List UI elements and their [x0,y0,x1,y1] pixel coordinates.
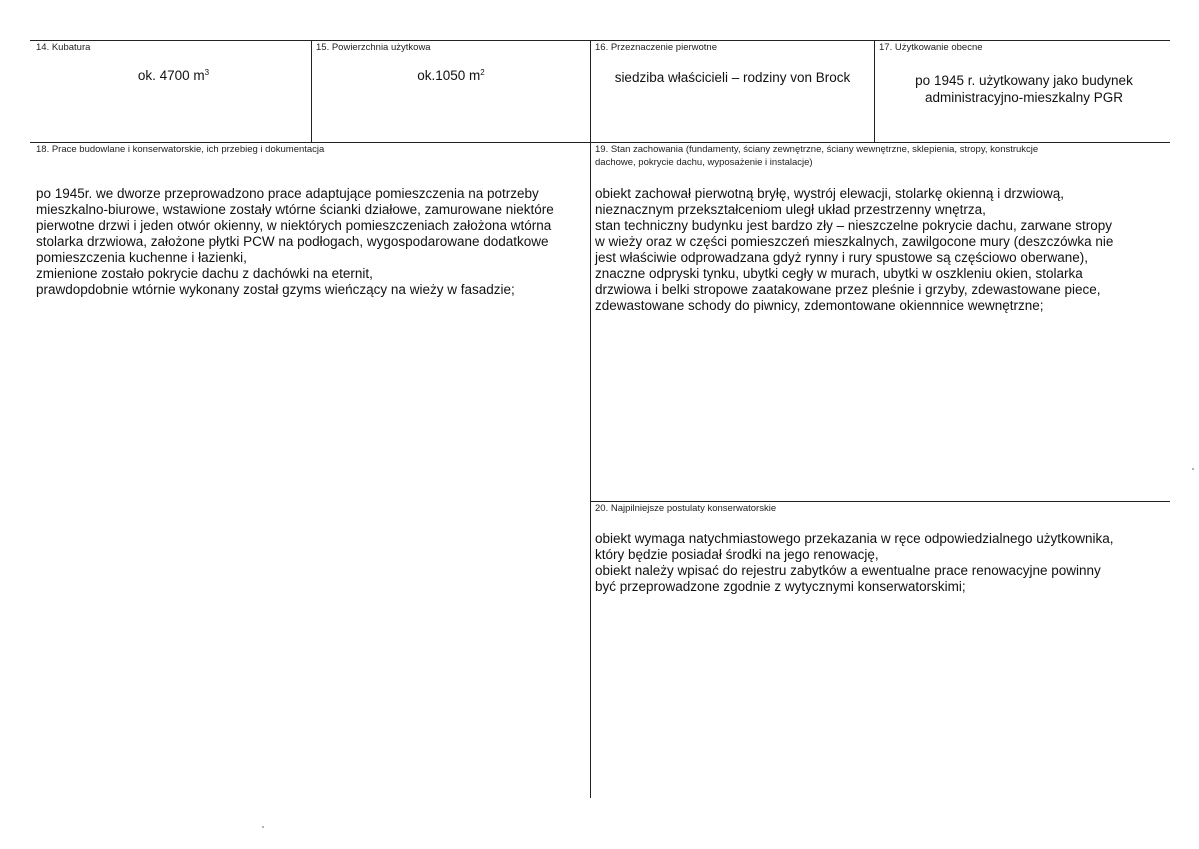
stan-line: nieznacznym przekształceniom uległ układ przestrzenny wnętrza, [595,202,986,217]
stan-line: drzwiowa i belki stropowe zaatakowane przez pleśnie i grzyby, zdewastowane piece, [595,282,1101,297]
postulaty-line: obiekt wymaga natychmiastowego przekazania w ręce odpowiedzialnego użytkownika, [595,531,1114,546]
divider-14-15 [311,40,312,142]
kubatura-label: 14. Kubatura [36,42,91,53]
stan-line: stan techniczny budynku jest bardzo zły – nieszczelne pokrycie dachu, zarwane stropy [595,218,1113,233]
powierzchnia-value-text: ok.1050 m [417,68,481,83]
przeznaczenie-label: 16. Przeznaczenie pierwotne [595,42,717,53]
kubatura-unit-exponent: 3 [204,68,210,77]
przeznaczenie-value: siedziba właścicieli – rodziny von Brock [614,70,851,85]
divider-16-17 [874,40,875,142]
powierzchnia-label: 15. Powierzchnia użytkowa [316,42,431,53]
prace-line: pierwotne drzwi i jeden otwór okienny, w niektórych pomieszczeniach założona wtórna [36,218,552,233]
center-divider [590,142,591,798]
uzytkowanie-value-line1: po 1945 r. użytkowany jako budynek [915,73,1133,88]
prace-line: po 1945r. we dworze przeprowadzono prace adaptujące pomieszczenia na potrzeby [36,186,539,201]
stan-line: zdewastowane schody do piwnicy, zdemontowane okiennnice wewnętrzne; [595,298,1044,313]
kubatura-value [36,67,311,84]
scan-speck [262,826,264,828]
stan-line: obiekt zachował pierwotną bryłę, wystrój elewacji, stolarkę okienną i drzwiową, [595,186,1064,201]
stan-line: jest właściwie odprowadzana gdyż rynny i rury spustowe są częściowo oberwane), [595,250,1088,265]
powierzchnia-value [316,67,586,84]
prace-line: stolarka drzwiowa, założone płytki PCW na podłogach, wygospodarowane dodatkowe [36,234,549,249]
postulaty-line: który będzie posiadał środki na jego renowację, [595,547,879,562]
uzytkowanie-label: 17. Użytkowanie obecne [879,42,983,53]
stan-line: w wieży oraz w części pomieszczeń mieszkalnych, zawilgocone mury (deszczówka nie [595,234,1114,249]
row2-rule-right [590,142,1170,143]
top-rule [30,40,1170,41]
row2-rule-left [30,142,590,143]
prace-line: zmienione zostało pokrycie dachu z dachówki na eternit, [36,266,373,281]
stan-label-line1: 19. Stan zachowania (fundamenty, ściany zewnętrzne, ściany wewnętrzne, sklepienia, stropy, konstrukcje [595,144,1039,155]
postulaty-line: być przeprowadzone zgodnie z wytycznymi konserwatorskimi; [595,579,966,594]
prace-text [36,186,554,298]
prace-line: mieszkalno-biurowe, wstawione zostały wtórne ścianki działowe, zamurowane niektóre [36,202,554,217]
prace-line: pomieszczenia kuchenne i łazienki, [36,250,247,265]
uzytkowanie-value [879,72,1169,106]
scan-speck [1192,468,1194,470]
stan-label-line2: dachowe, pokrycie dachu, wyposażenie i instalacje) [595,157,813,168]
stan-line: znaczne odpryski tynku, ubytki cegły w murach, ubytki w oszkleniu okien, stolarka [595,266,1083,281]
postulaty-text [595,531,1114,595]
divider-15-16 [590,40,591,142]
stan-text [595,186,1113,314]
kubatura-value-text: ok. 4700 m [137,68,205,83]
prace-label: 18. Prace budowlane i konserwatorskie, ich przebieg i dokumentacja [36,144,325,155]
uzytkowanie-value-line2: administracyjno-mieszkalny PGR [924,90,1124,105]
postulaty-rule [590,501,1170,502]
powierzchnia-unit-exponent: 2 [480,68,485,77]
postulaty-line: obiekt należy wpisać do rejestru zabytków a ewentualne prace renowacyjne powinny [595,563,1101,578]
postulaty-label: 20. Najpilniejsze postulaty konserwatorskie [595,503,777,514]
prace-line: prawdopdobnie wtórnie wykonany został gzyms wieńczący na wieży w fasadzie; [36,282,515,297]
